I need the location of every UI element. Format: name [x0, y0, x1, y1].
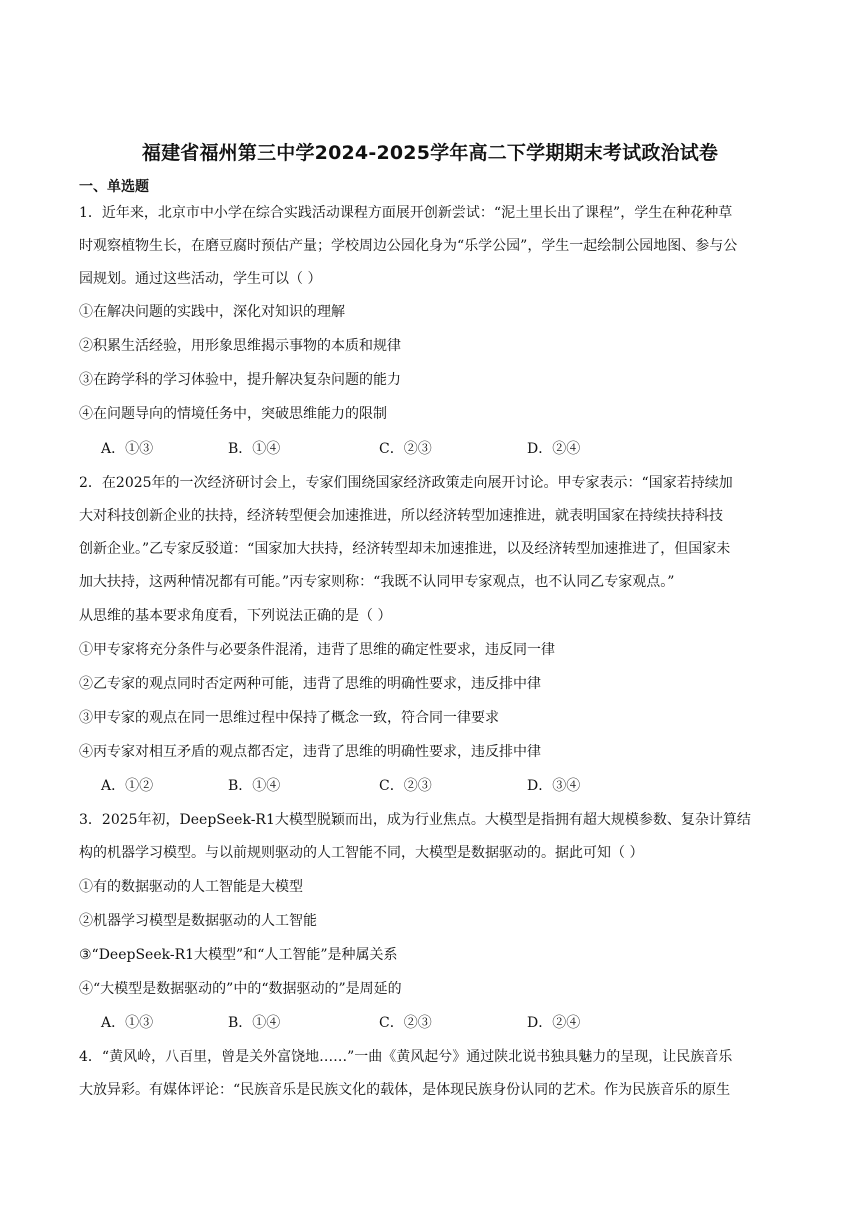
- option-a: A．①③: [101, 441, 154, 457]
- option-b: B．①④: [228, 778, 281, 794]
- question-text-line: 4．“黄风岭，八百里，曾是关外富饶地……”一曲《黄风起兮》通过陕北说书独具魅力的呈现，让民族音乐: [79, 1049, 733, 1065]
- choice-statement: ①有的数据驱动的人工智能是大模型: [79, 879, 303, 895]
- choice-statement: ①在解决问题的实践中，深化对知识的理解: [79, 304, 345, 320]
- question-text-line: 大对科技创新企业的扶持，经济转型便会加速推进，所以经济转型加速推进，就表明国家在持续扶持科技: [79, 508, 723, 524]
- question-text-line: 时观察植物生长，在磨豆腐时预估产量；学校周边公园化身为“乐学公园”，学生一起绘制公园地图、参与公: [79, 238, 738, 254]
- question-text-line: 园规划。通过这些活动，学生可以（ ）: [79, 271, 322, 287]
- option-a: A．①②: [101, 778, 154, 794]
- question-text-line: 1．近年来，北京市中小学在综合实践活动课程方面展开创新尝试：“泥土里长出了课程”，学生在种花种草: [79, 205, 733, 221]
- question-text-line: 2．在2025年的一次经济研讨会上，专家们围绕国家经济政策走向展开讨论。甲专家表示：“国家若持续加: [79, 475, 733, 491]
- option-c: C．②③: [379, 1015, 432, 1031]
- choice-statement: ④“大模型是数据驱动的”中的“数据驱动的”是周延的: [79, 981, 402, 997]
- question-text-line: 从思维的基本要求角度看，下列说法正确的是（ ）: [79, 608, 392, 624]
- choice-statement: ②乙专家的观点同时否定两种可能，违背了思维的明确性要求，违反排中律: [79, 676, 541, 692]
- choice-statement: ④丙专家对相互矛盾的观点都否定，违背了思维的明确性要求，违反排中律: [79, 744, 541, 760]
- choice-statement: ②积累生活经验，用形象思维揭示事物的本质和规律: [79, 338, 401, 354]
- option-c: C．②③: [379, 441, 432, 457]
- option-b: B．①④: [228, 441, 281, 457]
- choice-statement: ①甲专家将充分条件与必要条件混淆，违背了思维的确定性要求，违反同一律: [79, 642, 555, 658]
- question-text-line: 大放异彩。有媒体评论：“民族音乐是民族文化的载体，是体现民族身份认同的艺术。作为民族音乐的原生: [79, 1082, 731, 1098]
- choice-statement: ③在跨学科的学习体验中，提升解决复杂问题的能力: [79, 372, 401, 388]
- choice-statement: ②机器学习模型是数据驱动的人工智能: [79, 913, 317, 929]
- question-text-line: 加大扶持，这两种情况都有可能。”丙专家则称：“我既不认同甲专家观点，也不认同乙专家观点。”: [79, 574, 675, 590]
- choice-statement: ④在问题导向的情境任务中，突破思维能力的限制: [79, 406, 387, 422]
- section-heading: 一、单选题: [79, 179, 149, 195]
- page-title: 福建省福州第三中学2024-2025学年高二下学期期末考试政治试卷: [141, 142, 719, 164]
- option-c: C．②③: [379, 778, 432, 794]
- option-a: A．①③: [101, 1015, 154, 1031]
- option-b: B．①④: [228, 1015, 281, 1031]
- choice-statement: ③“DeepSeek-R1大模型”和“人工智能”是种属关系: [79, 947, 398, 963]
- option-d: D．②④: [527, 441, 581, 457]
- question-text-line: 构的机器学习模型。与以前规则驱动的人工智能不同，大模型是数据驱动的。据此可知（ ）: [79, 845, 644, 861]
- option-d: D．③④: [527, 778, 581, 794]
- question-text-line: 创新企业。”乙专家反驳道：“国家加大扶持，经济转型却未加速推进，以及经济转型加速推进了，但国家未: [79, 541, 731, 557]
- choice-statement: ③甲专家的观点在同一思维过程中保持了概念一致，符合同一律要求: [79, 710, 499, 726]
- question-text-line: 3．2025年初，DeepSeek-R1大模型脱颖而出，成为行业焦点。大模型是指拥有超大规模参数、复杂计算结: [79, 812, 751, 828]
- option-d: D．②④: [527, 1015, 581, 1031]
